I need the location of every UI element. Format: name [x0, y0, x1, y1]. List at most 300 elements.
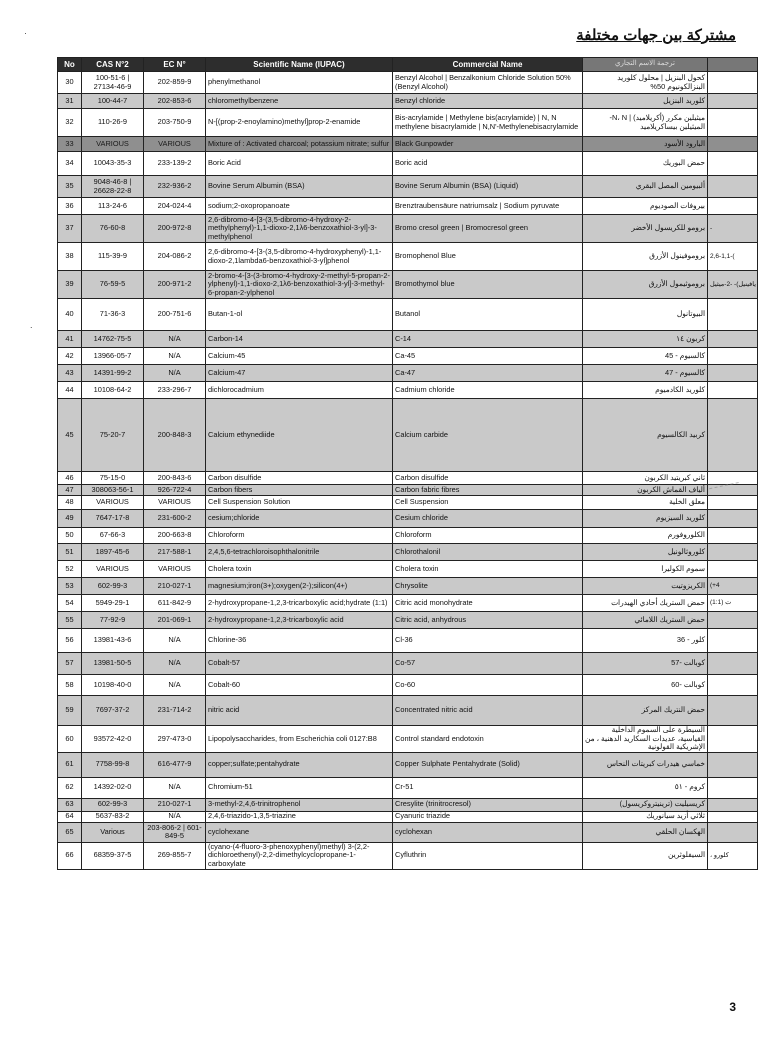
row-number: 32 — [58, 109, 82, 137]
table-row — [58, 629, 758, 653]
cas-number: 10043-35-3 — [82, 152, 144, 176]
arabic-name: كربون ١٤ — [583, 331, 708, 348]
ec-number: N/A — [144, 365, 206, 382]
scan-speck: · — [24, 28, 27, 38]
ec-number: VARIOUS — [144, 496, 206, 510]
row-number: 56 — [58, 629, 82, 653]
table-row — [58, 271, 758, 299]
ec-number: N/A — [144, 653, 206, 675]
table-row — [58, 561, 758, 578]
row-number: 44 — [58, 382, 82, 399]
cas-number: 7697-37-2 — [82, 696, 144, 726]
row-number: 65 — [58, 822, 82, 842]
commercial-name: Co-57 — [393, 653, 583, 675]
ec-number: 204-024-4 — [144, 198, 206, 215]
arabic-name: برومو للكريسول الأخضر — [583, 215, 708, 243]
extra-cell — [708, 544, 758, 561]
extra-cell — [708, 811, 758, 822]
extra-cell — [708, 629, 758, 653]
arabic-name: السيفلوثرين — [583, 842, 708, 869]
ec-number: N/A — [144, 777, 206, 798]
scientific-name: sodium;2-oxopropanoate — [206, 198, 393, 215]
cas-number: 100-51-6 | 27134-46-9 — [82, 72, 144, 94]
row-number: 50 — [58, 528, 82, 544]
cas-number: 77-92-9 — [82, 612, 144, 629]
scientific-name: 2-bromo-4-[3-(3-bromo-4-hydroxy-2-methyl-5-propan-2-ylphenyl)-1,1-dioxo-2,1λ6-benzoxathiol-3-yl]-3-methyl-6-propan-2-ylphenol — [206, 271, 393, 299]
commercial-name: Cadmium chloride — [393, 382, 583, 399]
extra-cell — [708, 777, 758, 798]
cas-number: 5949-29-1 — [82, 595, 144, 612]
row-number: 38 — [58, 243, 82, 271]
page-title: مشتركة بين جهات مختلفة — [576, 27, 736, 44]
ec-number: 200-971-2 — [144, 271, 206, 299]
scientific-name: 2-hydroxypropane-1,2,3-tricarboxylic acid;hydrate (1:1) — [206, 595, 393, 612]
arabic-name: كربيد الكالسيوم — [583, 399, 708, 472]
row-number: 33 — [58, 137, 82, 152]
commercial-name: Benzyl Alcohol | Benzalkonium Chloride Solution 50% (Benzyl Alcohol) — [393, 72, 583, 94]
cas-number: VARIOUS — [82, 137, 144, 152]
scientific-name: Calcium-45 — [206, 348, 393, 365]
ec-number: 203-806-2 | 601-849-5 — [144, 822, 206, 842]
commercial-name: Carbon disulfide — [393, 472, 583, 485]
table-row — [58, 94, 758, 109]
commercial-name: Cresylite (trinitrocresol) — [393, 798, 583, 811]
ec-number: 231-714-2 — [144, 696, 206, 726]
table-row — [58, 528, 758, 544]
extra-cell: (1:1) ت — [708, 595, 758, 612]
extra-cell: - — [708, 215, 758, 243]
commercial-name: Cl-36 — [393, 629, 583, 653]
table-row — [58, 137, 758, 152]
arabic-name: كالسيوم - 45 — [583, 348, 708, 365]
scientific-name: Carbon disulfide — [206, 472, 393, 485]
scientific-name: chloromethylbenzene — [206, 94, 393, 109]
row-number: 64 — [58, 811, 82, 822]
commercial-name: Bromothymol blue — [393, 271, 583, 299]
table-header-row — [58, 58, 758, 72]
commercial-name: Cyanuric triazide — [393, 811, 583, 822]
arabic-name: كالسيوم - 47 — [583, 365, 708, 382]
arabic-name: ثلاثي أزيد سيانوريك — [583, 811, 708, 822]
cas-number: 13966-05-7 — [82, 348, 144, 365]
extra-cell — [708, 822, 758, 842]
arabic-name: كلوريد السيزيوم — [583, 510, 708, 528]
ec-number: 204-086-2 — [144, 243, 206, 271]
cas-number: 115-39-9 — [82, 243, 144, 271]
ec-number: N/A — [144, 675, 206, 696]
table-row — [58, 842, 758, 869]
scientific-name: phenylmethanol — [206, 72, 393, 94]
ec-number: 200-663-8 — [144, 528, 206, 544]
extra-cell — [708, 382, 758, 399]
scientific-name: Carbon fibers — [206, 485, 393, 496]
extra-cell — [708, 752, 758, 777]
commercial-name: Bis-acrylamide | Methylene bis(acrylamide) | N, N methylene bisacrylamide | N,N'-Methylenebisacrylamide — [393, 109, 583, 137]
scientific-name: magnesium;iron(3+);oxygen(2-);silicon(4+) — [206, 578, 393, 595]
header-cas: CAS N°2 — [82, 58, 144, 72]
table-row — [58, 382, 758, 399]
cas-number: 9048-46-8 | 26628-22-8 — [82, 176, 144, 198]
cas-number: 308063-56-1 — [82, 485, 144, 496]
row-number: 43 — [58, 365, 82, 382]
ec-number: 217-588-1 — [144, 544, 206, 561]
extra-cell: يافينيل)- -2-ميثيل — [708, 271, 758, 299]
table-row — [58, 752, 758, 777]
ec-number: N/A — [144, 348, 206, 365]
arabic-name: كلوريد الكادميوم — [583, 382, 708, 399]
table-row — [58, 696, 758, 726]
extra-cell: (+4 — [708, 578, 758, 595]
arabic-name: ألبيومين المصل البقري — [583, 176, 708, 198]
arabic-name: كلور - 36 — [583, 629, 708, 653]
arabic-name: البارود الأسود — [583, 137, 708, 152]
arabic-name: بروموفينول الأزرق — [583, 243, 708, 271]
ec-number: 233-296-7 — [144, 382, 206, 399]
ec-number: 926-722-4 — [144, 485, 206, 496]
ec-number: N/A — [144, 811, 206, 822]
commercial-name: Chloroform — [393, 528, 583, 544]
scientific-name: 2,6-dibromo-4-[3-(3,5-dibromo-4-hydroxy-2-methylphenyl)-1,1-dioxo-2,1λ6-benzoxathiol-3-yl]-3-methylphenol — [206, 215, 393, 243]
scientific-name: Lipopolysaccharides, from Escherichia coli 0127:B8 — [206, 726, 393, 753]
table-row — [58, 726, 758, 753]
cas-number: 14392-02-0 — [82, 777, 144, 798]
arabic-name: الكريزوتيت — [583, 578, 708, 595]
table-row — [58, 472, 758, 485]
scientific-name: copper;sulfate;pentahydrate — [206, 752, 393, 777]
extra-cell: ، كلورو — [708, 842, 758, 869]
scientific-name: Bovine Serum Albumin (BSA) — [206, 176, 393, 198]
arabic-name: سموم الكوليرا — [583, 561, 708, 578]
commercial-name: Bromophenol Blue — [393, 243, 583, 271]
header-arabic-name: ترجمة الاسم التجاري — [583, 58, 708, 72]
arabic-name: معلق الخلية — [583, 496, 708, 510]
cas-number: 602-99-3 — [82, 798, 144, 811]
commercial-name: Chrysolite — [393, 578, 583, 595]
commercial-name: Ca-47 — [393, 365, 583, 382]
cas-number: 110-26-9 — [82, 109, 144, 137]
row-number: 30 — [58, 72, 82, 94]
table-row — [58, 331, 758, 348]
commercial-name: Butanol — [393, 299, 583, 331]
cas-number: 5637-83-2 — [82, 811, 144, 822]
commercial-name: Concentrated nitric acid — [393, 696, 583, 726]
ec-number: N/A — [144, 629, 206, 653]
table-row — [58, 348, 758, 365]
arabic-name: حمض البوريك — [583, 152, 708, 176]
extra-cell — [708, 72, 758, 94]
extra-cell — [708, 510, 758, 528]
cas-number: 67-66-3 — [82, 528, 144, 544]
commercial-name: Copper Sulphate Pentahydrate (Solid) — [393, 752, 583, 777]
table-body — [58, 72, 758, 870]
scientific-name: 3-methyl-2,4,6-trinitrophenol — [206, 798, 393, 811]
scientific-name: (cyano-(4-fluoro-3-phenoxyphenyl)methyl) 3-(2,2-dichloroethenyl)-2,2-dimethylcyclopropane-1-carboxylate — [206, 842, 393, 869]
table-row — [58, 675, 758, 696]
cas-number: 113-24-6 — [82, 198, 144, 215]
row-number: 39 — [58, 271, 82, 299]
header-ec: EC N° — [144, 58, 206, 72]
row-number: 35 — [58, 176, 82, 198]
commercial-name: Chlorothalonil — [393, 544, 583, 561]
cas-number: 7647-17-8 — [82, 510, 144, 528]
row-number: 55 — [58, 612, 82, 629]
table-row — [58, 798, 758, 811]
table-row — [58, 822, 758, 842]
ec-number: 616-477-9 — [144, 752, 206, 777]
scientific-name: 2,4,5,6-tetrachloroisophthalonitrile — [206, 544, 393, 561]
extra-cell — [708, 176, 758, 198]
extra-cell — [708, 561, 758, 578]
extra-cell — [708, 528, 758, 544]
arabic-name: البيوتانول — [583, 299, 708, 331]
table-row — [58, 365, 758, 382]
extra-cell — [708, 798, 758, 811]
commercial-name: Control standard endotoxin — [393, 726, 583, 753]
cas-number: 68359-37-5 — [82, 842, 144, 869]
table-row — [58, 544, 758, 561]
scientific-name: Chromium-51 — [206, 777, 393, 798]
extra-cell — [708, 299, 758, 331]
extra-cell — [708, 152, 758, 176]
table-row — [58, 811, 758, 822]
commercial-name: Benzyl chloride — [393, 94, 583, 109]
scientific-name: Boric Acid — [206, 152, 393, 176]
row-number: 66 — [58, 842, 82, 869]
arabic-name: كوبالت -60 — [583, 675, 708, 696]
row-number: 62 — [58, 777, 82, 798]
extra-cell — [708, 331, 758, 348]
arabic-name: كحول البنزيل | محلول كلوريد البنزالكونيوم 50% — [583, 72, 708, 94]
commercial-name: Cell Suspension — [393, 496, 583, 510]
table-row — [58, 777, 758, 798]
table-row — [58, 653, 758, 675]
table-row — [58, 176, 758, 198]
cas-number: 71-36-3 — [82, 299, 144, 331]
scientific-name: Calcium ethynediide — [206, 399, 393, 472]
ec-number: 231-600-2 — [144, 510, 206, 528]
extra-cell — [708, 696, 758, 726]
cas-number: Various — [82, 822, 144, 842]
header-scientific-name: Scientific Name (IUPAC) — [206, 58, 393, 72]
ec-number: 200-751-6 — [144, 299, 206, 331]
ec-number: 233-139-2 — [144, 152, 206, 176]
commercial-name: Co-60 — [393, 675, 583, 696]
scientific-name: Carbon-14 — [206, 331, 393, 348]
header-no: No — [58, 58, 82, 72]
cas-number: 14762-75-5 — [82, 331, 144, 348]
table-row — [58, 399, 758, 472]
cas-number: 13981-50-5 — [82, 653, 144, 675]
extra-cell — [708, 365, 758, 382]
row-number: 34 — [58, 152, 82, 176]
scientific-name: Calcium-47 — [206, 365, 393, 382]
arabic-name: كلوريد البنزيل — [583, 94, 708, 109]
table-row — [58, 496, 758, 510]
row-number: 51 — [58, 544, 82, 561]
scientific-name: N-[(prop-2-enoylamino)methyl]prop-2-enamide — [206, 109, 393, 137]
table-row — [58, 198, 758, 215]
ec-number: 611-842-9 — [144, 595, 206, 612]
arabic-name: ألياف القماش الكربون — [583, 485, 708, 496]
table-row — [58, 243, 758, 271]
commercial-name: Bovine Serum Albumin (BSA) (Liquid) — [393, 176, 583, 198]
scientific-name: 2,4,6-triazido-1,3,5-triazine — [206, 811, 393, 822]
arabic-name: الكلوروفورم — [583, 528, 708, 544]
cas-number: 10108-64-2 — [82, 382, 144, 399]
commercial-name: Cyfluthrin — [393, 842, 583, 869]
cas-number: 13981-43-6 — [82, 629, 144, 653]
scientific-name: Mixture of : Activated charcoal; potassium nitrate; sulfur — [206, 137, 393, 152]
arabic-name: كوبالت -57 — [583, 653, 708, 675]
cas-number: 93572-42-0 — [82, 726, 144, 753]
cas-number: 76-59-5 — [82, 271, 144, 299]
row-number: 58 — [58, 675, 82, 696]
arabic-name: ميثيلين مكرر (أكريلاميد) | N، N- الميثيلين بيساكريلاميد — [583, 109, 708, 137]
commercial-name: Black Gunpowder — [393, 137, 583, 152]
table-row — [58, 215, 758, 243]
scientific-name: Chloroform — [206, 528, 393, 544]
arabic-name: كريسيليت (ترينيتروكريسول) — [583, 798, 708, 811]
cas-number: 100-44-7 — [82, 94, 144, 109]
extra-cell — [708, 612, 758, 629]
commercial-name: Citric acid, anhydrous — [393, 612, 583, 629]
header-commercial-name: Commercial Name — [393, 58, 583, 72]
row-number: 41 — [58, 331, 82, 348]
page-number: 3 — [729, 1000, 736, 1014]
row-number: 46 — [58, 472, 82, 485]
ec-number: 202-853-6 — [144, 94, 206, 109]
table-row — [58, 595, 758, 612]
scan-speck: . — [30, 320, 33, 330]
ec-number: 210-027-1 — [144, 798, 206, 811]
cas-number: 75-20-7 — [82, 399, 144, 472]
arabic-name: الهكسان الحلقي — [583, 822, 708, 842]
commercial-name: Calcium carbide — [393, 399, 583, 472]
table-row — [58, 510, 758, 528]
ec-number: VARIOUS — [144, 137, 206, 152]
extra-cell — [708, 726, 758, 753]
table-row — [58, 72, 758, 94]
row-number: 45 — [58, 399, 82, 472]
extra-cell — [708, 675, 758, 696]
ec-number: VARIOUS — [144, 561, 206, 578]
ec-number: 203-750-9 — [144, 109, 206, 137]
row-number: 63 — [58, 798, 82, 811]
cas-number: 7758-99-8 — [82, 752, 144, 777]
ec-number: 210-027-1 — [144, 578, 206, 595]
table-row — [58, 612, 758, 629]
extra-cell — [708, 399, 758, 472]
scientific-name: 2-hydroxypropane-1,2,3-tricarboxylic acid — [206, 612, 393, 629]
scientific-name: Butan-1-ol — [206, 299, 393, 331]
arabic-name: ثاني كبريتيد الكربون — [583, 472, 708, 485]
scientific-name: Cell Suspension Solution — [206, 496, 393, 510]
scientific-name: Cobalt-60 — [206, 675, 393, 696]
scientific-name: dichlorocadmium — [206, 382, 393, 399]
row-number: 49 — [58, 510, 82, 528]
scientific-name: 2,6-dibromo-4-[3-(3,5-dibromo-4-hydroxyphenyl)-1,1-dioxo-2,1lambda6-benzoxathiol-3-yl]phenol — [206, 243, 393, 271]
commercial-name: Cholera toxin — [393, 561, 583, 578]
scientific-name: cesium;chloride — [206, 510, 393, 528]
extra-cell — [708, 109, 758, 137]
ec-number: 297-473-0 — [144, 726, 206, 753]
cas-number: 10198-40-0 — [82, 675, 144, 696]
scientific-name: Cholera toxin — [206, 561, 393, 578]
commercial-name: Cesium chloride — [393, 510, 583, 528]
ec-number: 200-843-6 — [144, 472, 206, 485]
commercial-name: Cr-51 — [393, 777, 583, 798]
scientific-name: Cobalt-57 — [206, 653, 393, 675]
row-number: 57 — [58, 653, 82, 675]
cas-number: 14391-99-2 — [82, 365, 144, 382]
extra-cell — [708, 348, 758, 365]
commercial-name: Bromo cresol green | Bromocresol green — [393, 215, 583, 243]
scientific-name: nitric acid — [206, 696, 393, 726]
ec-number: 202-859-9 — [144, 72, 206, 94]
table-row — [58, 299, 758, 331]
commercial-name: Ca-45 — [393, 348, 583, 365]
ec-number: 269-855-7 — [144, 842, 206, 869]
arabic-name: كروم - ٥١ — [583, 777, 708, 798]
row-number: 31 — [58, 94, 82, 109]
row-number: 54 — [58, 595, 82, 612]
arabic-name: السيطرة على السموم الداخلية القياسية، عديدات السكاريد الدهنية ، من الإشريكية القولونية — [583, 726, 708, 753]
ec-number: N/A — [144, 331, 206, 348]
table-row — [58, 152, 758, 176]
cas-number: 1897-45-6 — [82, 544, 144, 561]
table-row — [58, 578, 758, 595]
row-number: 37 — [58, 215, 82, 243]
commercial-name: Citric acid monohydrate — [393, 595, 583, 612]
cas-number: 76-60-8 — [82, 215, 144, 243]
row-number: 59 — [58, 696, 82, 726]
row-number: 53 — [58, 578, 82, 595]
row-number: 42 — [58, 348, 82, 365]
arabic-name: خماسي هيدرات كبريتات النحاس — [583, 752, 708, 777]
row-number: 61 — [58, 752, 82, 777]
table-row — [58, 485, 758, 496]
commercial-name: Carbon fabric fibres — [393, 485, 583, 496]
ec-number: 201-069-1 — [144, 612, 206, 629]
row-number: 48 — [58, 496, 82, 510]
row-number: 52 — [58, 561, 82, 578]
table-row — [58, 109, 758, 137]
row-number: 47 — [58, 485, 82, 496]
row-number: 40 — [58, 299, 82, 331]
arabic-name: كلوروثالونيل — [583, 544, 708, 561]
commercial-name: Brenztraubensäure natriumsalz | Sodium pyruvate — [393, 198, 583, 215]
cas-number: 602-99-3 — [82, 578, 144, 595]
arabic-name: حمض الستريك أحادي الهيدرات — [583, 595, 708, 612]
cas-number: VARIOUS — [82, 496, 144, 510]
chemicals-table — [57, 57, 758, 870]
row-number: 60 — [58, 726, 82, 753]
arabic-name: حمض الستريك اللامائي — [583, 612, 708, 629]
ec-number: 232-936-2 — [144, 176, 206, 198]
cas-number: 75-15-0 — [82, 472, 144, 485]
extra-cell — [708, 198, 758, 215]
extra-cell — [708, 94, 758, 109]
ec-number: 200-972-8 — [144, 215, 206, 243]
cas-number: VARIOUS — [82, 561, 144, 578]
commercial-name: Boric acid — [393, 152, 583, 176]
header-extra — [708, 58, 758, 72]
commercial-name: C-14 — [393, 331, 583, 348]
extra-cell: 2,6-1,1-( — [708, 243, 758, 271]
commercial-name: cyclohexan — [393, 822, 583, 842]
arabic-name: حمض النتريك المركز — [583, 696, 708, 726]
extra-cell — [708, 653, 758, 675]
